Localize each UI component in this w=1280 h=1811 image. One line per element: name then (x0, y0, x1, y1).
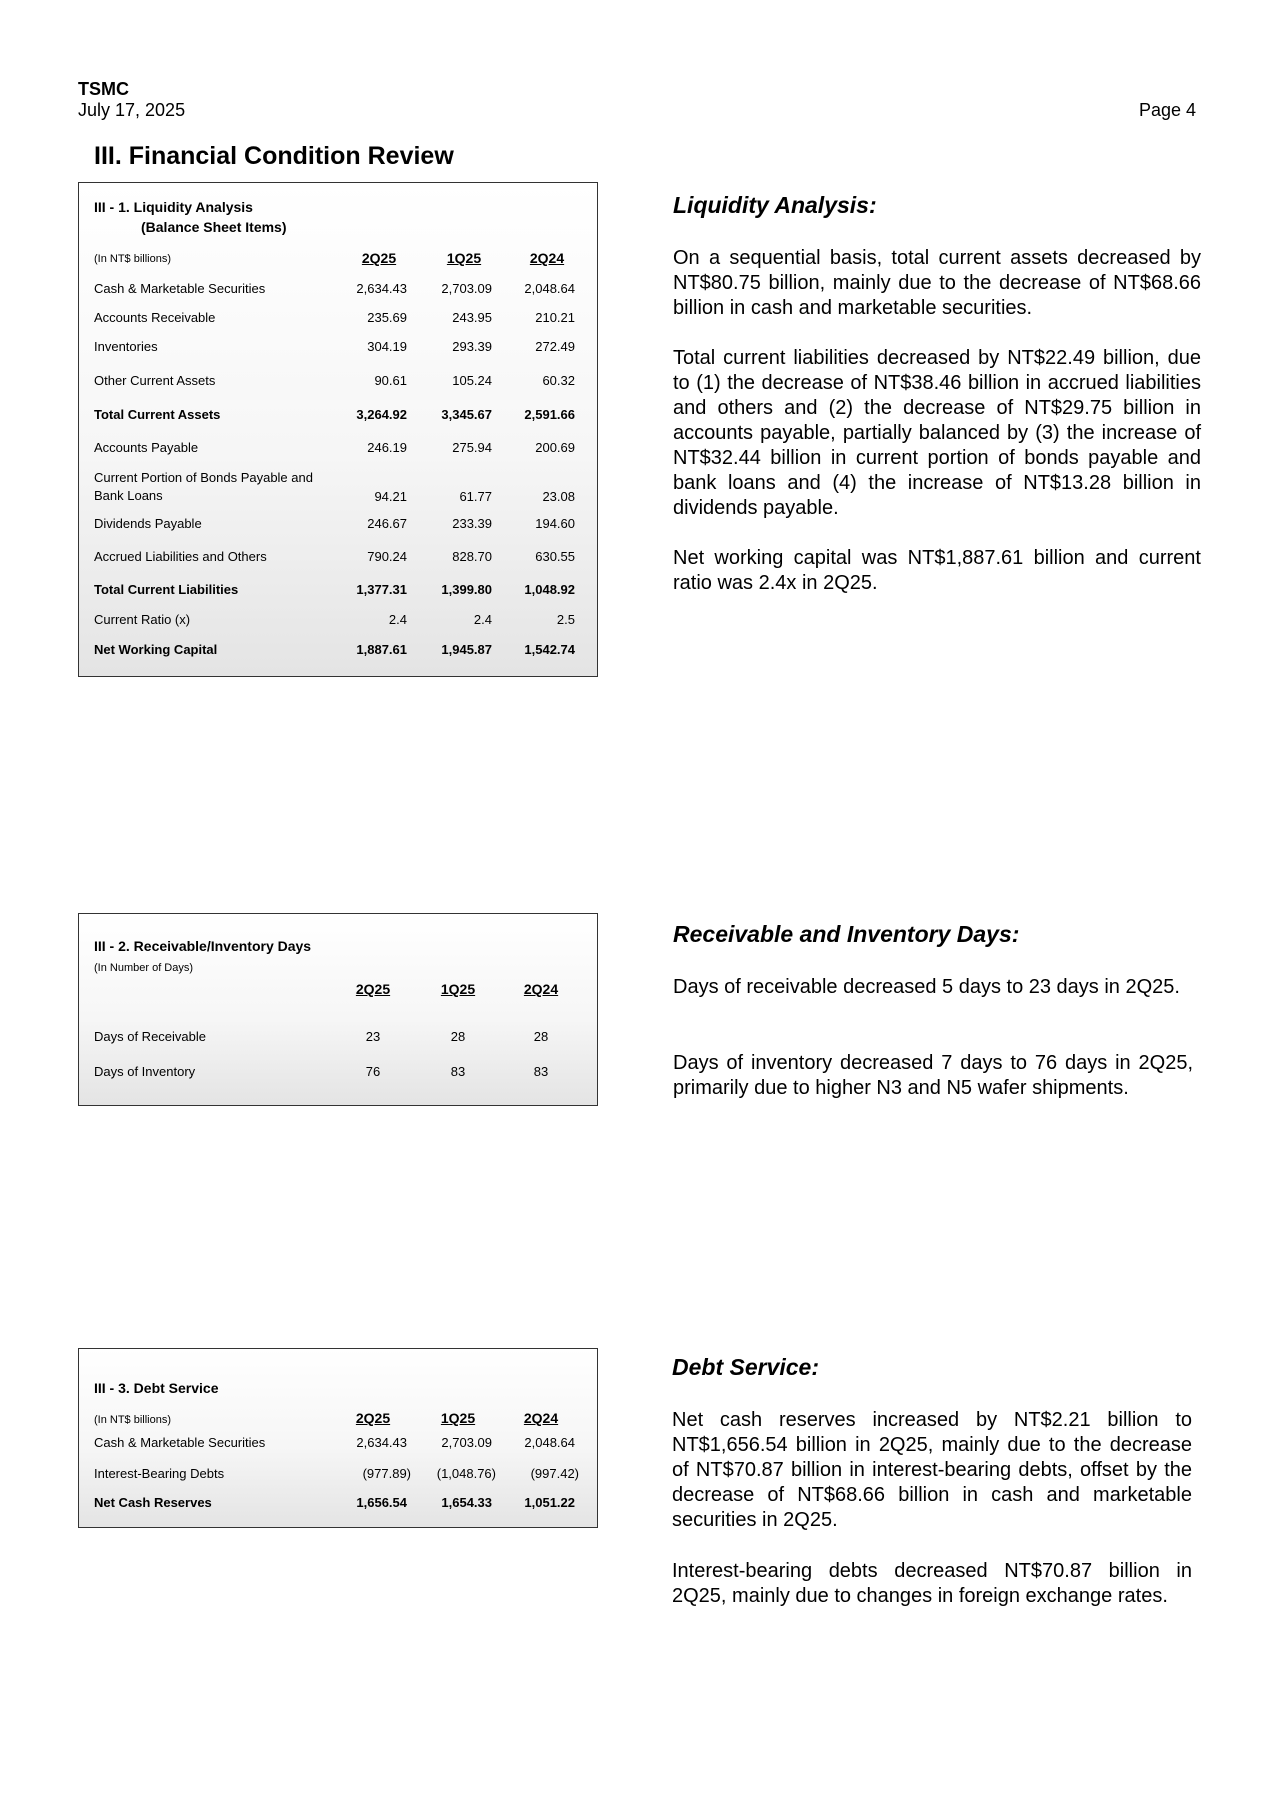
cell-value: 304.19 (367, 339, 407, 354)
cell-value: 235.69 (367, 310, 407, 325)
debt-table (78, 1348, 598, 1528)
cell-value: 2.4 (473, 612, 492, 627)
days-paragraph-1: Days of receivable decreased 5 days to 23 days in 2Q25. (673, 976, 1180, 998)
cell-value: 1,051.22 (524, 1495, 575, 1510)
cell-value: 1,887.61 (356, 642, 407, 657)
cell-value: (1,048.76) (436, 1466, 496, 1481)
cell-value: 2,703.09 (441, 281, 492, 296)
cell-value: 60.32 (542, 373, 575, 388)
liquidity-paragraph-2: Total current liabilities decreased by NT$22.49 billion, due to (1) the decrease of NT$38.46 billion in accrued liabilities and others and (2) the decrease of NT$29.75 billion in accounts payable, partially balanced by (3) the increase of NT$32.44 billion in current portion of bonds payable and bank loans and (4) the increase of NT$13.28 billion in dividends payable. (673, 347, 1201, 519)
debt-paragraph-1: Net cash reserves increased by NT$2.21 billion to NT$1,656.54 billion in 2Q25, mainly due to the decrease of NT$70.87 billion in interest-bearing debts, offset by the decrease of NT$68.66 billion in cash and marketable securities in 2Q25. (672, 1409, 1192, 1531)
cell-value: 61.77 (459, 489, 492, 504)
cell-value: 246.67 (367, 516, 407, 531)
cell-value: 23.08 (542, 489, 575, 504)
row-label: Accounts Payable (94, 440, 199, 455)
cell-value: 210.21 (535, 310, 575, 325)
row-label: Days of Receivable (94, 1029, 206, 1044)
row-label: Other Current Assets (94, 373, 216, 388)
liquidity-paragraph-3: Net working capital was NT$1,887.61 billion and current ratio was 2.4x in 2Q25. (673, 547, 1201, 594)
column-header-1q25: 1Q25 (440, 981, 476, 997)
column-header-1q25: 1Q25 (446, 250, 482, 266)
debt-heading: Debt Service: (672, 1354, 820, 1380)
liquidity-paragraph-1: On a sequential basis, total current assets decreased by NT$80.75 billion, mainly due to the decrease of NT$68.66 billion in cash and marketable securities. (673, 247, 1201, 319)
cell-value: 28 (450, 1029, 466, 1044)
cell-value: 246.19 (367, 440, 407, 455)
row-label: Inventories (94, 339, 158, 354)
cell-value: 828.70 (452, 549, 492, 564)
row-label: Accounts Receivable (94, 310, 216, 325)
cell-value: 630.55 (535, 549, 575, 564)
cell-value: 272.49 (535, 339, 575, 354)
cell-value: (977.89) (362, 1466, 411, 1481)
row-label-continued: Bank Loans (94, 488, 163, 503)
column-header-2q25: 2Q25 (355, 981, 391, 997)
column-header-2q25: 2Q25 (361, 250, 397, 266)
column-header-2q24: 2Q24 (523, 1410, 559, 1426)
cell-value: 2,634.43 (356, 281, 407, 296)
cell-value: 1,656.54 (356, 1495, 407, 1510)
cell-value: 2,634.43 (356, 1435, 407, 1450)
cell-value: 1,654.33 (441, 1495, 492, 1510)
cell-value: 83 (533, 1064, 549, 1079)
row-label: Current Ratio (x) (94, 612, 191, 627)
cell-value: 3,264.92 (356, 407, 407, 422)
liquidity-heading: Liquidity Analysis: (673, 192, 877, 218)
cell-value: 3,345.67 (441, 407, 492, 422)
cell-value: 2,591.66 (524, 407, 575, 422)
row-label: Current Portion of Bonds Payable and (94, 470, 313, 485)
section-title: III. Financial Condition Review (94, 142, 454, 170)
liquidity-table (78, 182, 598, 677)
cell-value: 83 (450, 1064, 466, 1079)
cell-value: 1,377.31 (356, 582, 407, 597)
cell-value: 2,703.09 (441, 1435, 492, 1450)
cell-value: 194.60 (535, 516, 575, 531)
page-number: Page 4 (1138, 100, 1196, 120)
liquidity-table-title: III - 1. Liquidity Analysis (94, 199, 253, 215)
cell-value: 2.5 (556, 612, 575, 627)
cell-value: 2,048.64 (524, 1435, 575, 1450)
row-label: Net Working Capital (94, 642, 218, 657)
cell-value: 293.39 (452, 339, 492, 354)
liquidity-table-unit: (In NT$ billions) (94, 253, 172, 265)
cell-value: 23 (365, 1029, 381, 1044)
cell-value: 94.21 (374, 489, 407, 504)
debt-table-unit: (In NT$ billions) (94, 1414, 172, 1426)
cell-value: 2,048.64 (524, 281, 575, 296)
cell-value: 243.95 (452, 310, 492, 325)
debt-paragraph-2: Interest-bearing debts decreased NT$70.87 billion in 2Q25, mainly due to changes in foreign exchange rates. (672, 1560, 1192, 1607)
row-label: Net Cash Reserves (94, 1495, 212, 1510)
row-label: Cash & Marketable Securities (94, 1435, 266, 1450)
column-header-1q25: 1Q25 (440, 1410, 476, 1426)
row-label: Total Current Liabilities (94, 582, 239, 597)
debt-table-title: III - 3. Debt Service (94, 1380, 219, 1396)
row-label: Dividends Payable (94, 516, 202, 531)
cell-value: 2.4 (388, 612, 407, 627)
cell-value: 1,048.92 (524, 582, 575, 597)
cell-value: 76 (365, 1064, 381, 1079)
days-table-unit: (In Number of Days) (94, 962, 194, 974)
liquidity-table-subtitle: (Balance Sheet Items) (141, 219, 287, 235)
cell-value: 105.24 (452, 373, 492, 388)
row-label: Days of Inventory (94, 1064, 196, 1079)
days-table-title: III - 2. Receivable/Inventory Days (94, 938, 312, 954)
row-label: Interest-Bearing Debts (94, 1466, 225, 1481)
cell-value: 1,542.74 (524, 642, 575, 657)
column-header-2q24: 2Q24 (523, 981, 559, 997)
row-label: Accrued Liabilities and Others (94, 549, 267, 564)
cell-value: 275.94 (452, 440, 492, 455)
row-label: Cash & Marketable Securities (94, 281, 266, 296)
report-date: July 17, 2025 (78, 100, 186, 120)
cell-value: 90.61 (374, 373, 407, 388)
cell-value: 200.69 (535, 440, 575, 455)
cell-value: (997.42) (530, 1466, 579, 1481)
column-header-2q24: 2Q24 (529, 250, 565, 266)
days-paragraph-2: Days of inventory decreased 7 days to 76 days in 2Q25, primarily due to higher N3 and N5 wafer shipments. (673, 1052, 1193, 1099)
cell-value: 1,945.87 (441, 642, 492, 657)
days-heading: Receivable and Inventory Days: (673, 921, 1020, 947)
cell-value: 233.39 (452, 516, 492, 531)
column-header-2q25: 2Q25 (355, 1410, 391, 1426)
days-table (78, 913, 598, 1106)
cell-value: 790.24 (367, 549, 407, 564)
company-name: TSMC (78, 79, 129, 99)
row-label: Total Current Assets (94, 407, 221, 422)
cell-value: 28 (533, 1029, 549, 1044)
cell-value: 1,399.80 (441, 582, 492, 597)
